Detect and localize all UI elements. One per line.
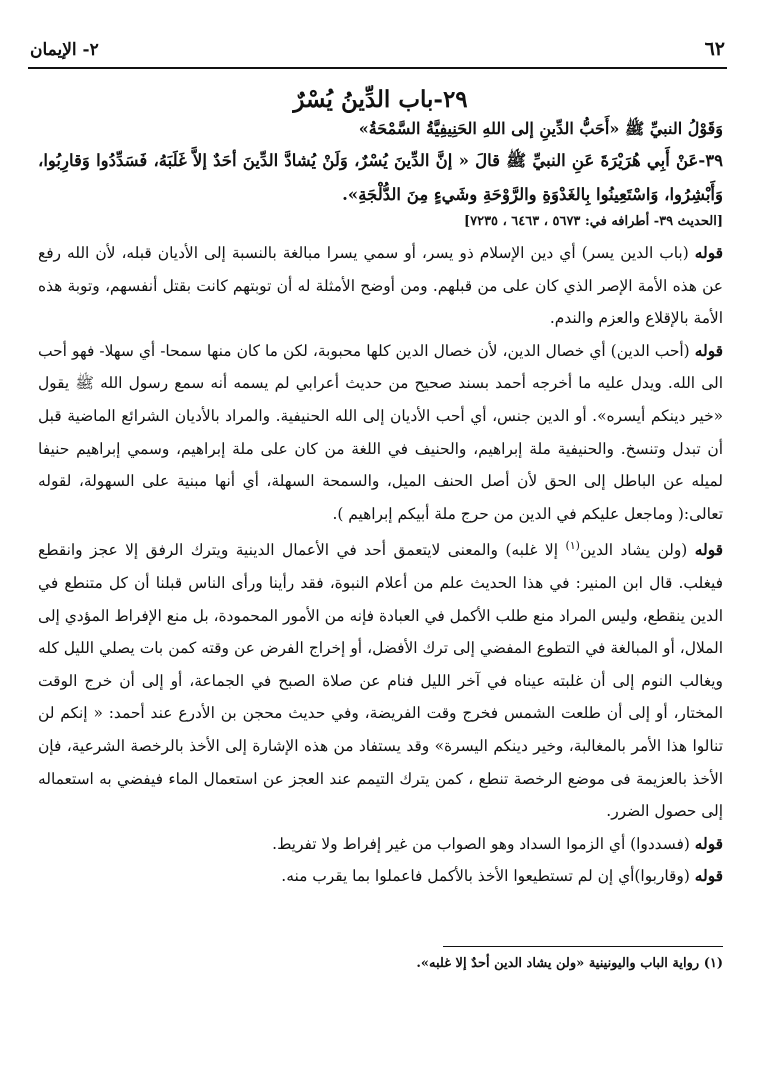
commentary-lead: قوله [694, 341, 723, 360]
running-header [30, 36, 725, 64]
commentary-lead: قوله [694, 867, 723, 886]
commentary-lead: قوله [694, 834, 723, 853]
commentary-text: (ولن يشاد الدين [579, 541, 695, 560]
intro-quote: وَقَوْلُ النبيِّ ﷺ «أَحَبُّ الدِّينِ إلى اللهِ الحَنِيفِيَّةُ السَّمْحَةُ» [358, 119, 723, 138]
commentary-paragraph [38, 237, 723, 335]
hadith-text: ٣٩-عَنْ أَبِي هُرَيْرَةَ عَنِ النبيِّ ﷺ قالَ « إنَّ الدِّينَ يُسْرٌ، وَلَنْ يُشادَّ الدِّينَ أحَدٌ إلاَّ غَلَبَهُ، فَسَدِّدُوا وَقارِبُوا، وَأَبْشِرُوا، وَاسْتَعِينُوا بِالغَدْوَةِ والرَّوْحَةِ وشَيءٍ مِنَ الدُّلْجَةِ». [38, 151, 723, 204]
commentary-paragraph [38, 828, 723, 861]
commentary-paragraph [38, 530, 723, 827]
page-body [38, 80, 723, 893]
commentary-text: (فسددوا) أي الزموا السداد وهو الصواب من غير إفراط ولا تفريط. [272, 834, 695, 853]
footnote: (١) رواية الباب واليونينية «ولن يشاد الدين أحدٌ إلا غلبه». [416, 956, 723, 971]
page-number: ٦٢ [704, 38, 725, 60]
header-rule [28, 67, 727, 69]
commentary-text: (باب الدين يسر) أي دين الإسلام ذو يسر، أو سمي يسرا مبالغة بالنسبة إلى الأديان قبله، لأن الله رفع عن هذه الأمة الإصر الذي كان على من قبلهم. ومن أوضح الأمثلة له أن توبتهم كانت بقتل أنفسهم، وتوبة هذه الأمة بالإقلاع والعزم والندم. [38, 244, 723, 328]
book-section-title: ٢- الإيمان [30, 40, 99, 60]
hadith-reference: [الحديث ٣٩- أطرافه في: ٥٦٧٣ ، ٦٤٦٣ ، ٧٢٣٥] [463, 214, 723, 229]
footnote-rule [443, 946, 723, 947]
commentary-lead: قوله [694, 244, 723, 262]
footnote-marker[interactable]: (١) [565, 539, 580, 553]
commentary-text: (أحب الدين) أي خصال الدين، لأن خصال الدين كلها محبوبة، لكن ما كان منها سمحا- أي سهلا- فهو أحب الى الله. ويدل عليه ما أخرجه أحمد بسند صحيح من حديث أعرابي لم يسمه أنه سمع رسول الله ﷺ يقول «خير دينكم أيسره». أو الدين جنس، أي أحب الأديان إلى الله الحنيفية. والمراد بالأديان الشرائع الماضية قبل أن تبدل وتنسخ. والحنيفية ملة إبراهيم، والحنيف في اللغة من كان على ملة إبراهيم، وسمي إبراهيم حنيفا لميله عن الباطل إلى الحق لأن أصل الحنف الميل، والسمحة السهلة، أي أنها مبنية على السهولة، لقوله تعالى:( وماجعل عليكم في الدين من حرج ملة أبيكم إبراهيم ). [38, 341, 723, 523]
commentary-lead: قوله [694, 541, 724, 560]
commentary-paragraph [38, 335, 723, 531]
commentary-text: (وقاربوا)أي إن لم تستطيعوا الأخذ بالأكمل فاعملوا بما يقرب منه. [281, 867, 695, 886]
chapter-title: ٢٩-باب الدِّينُ يُسْرٌ [293, 86, 468, 113]
commentary-paragraph [38, 860, 723, 893]
commentary-text: إلا غلبه) والمعنى لايتعمق أحد في الأعمال الدينية ويترك الرفق إلا عجز وانقطع فيغلب. قال ابن المنير: في هذا الحديث علم من أعلام النبوة، فقد رأينا ورأى الناس قبلنا أن كل متنطع في الدين ينقطع، وليس المراد منع طلب الأكمل في العبادة فإنه من الأمور المحمودة، بل منع الإفراط المؤدي إلى الملال، أو المبالغة في التطوع المفضي إلى ترك الأفضل، أو إخراج الفرض عن وقته كمن بات يصلي الليل كله ويغالب النوم إلى أن غلبته عيناه في آخر الليل فنام عن صلاة الصبح في الجماعة، أو إلى أن خرج الوقت المختار، أو إلى أن طلعت الشمس فخرج وقت الفريضة، وفي حديث محجن بن الأدرع عند أحمد: « إنكم لن تنالوا هذا الأمر بالمغالبة، وخير دينكم اليسرة» وقد يستفاد من هذه الإشارة إلى الأخذ بالرخصة الشرعية، فإن الأخذ بالعزيمة فى موضع الرخصة تنطع ، كمن يترك التيمم عند العجز عن استعمال الماء فيفضي به استعماله إلى حصول الضرر. [38, 541, 723, 821]
